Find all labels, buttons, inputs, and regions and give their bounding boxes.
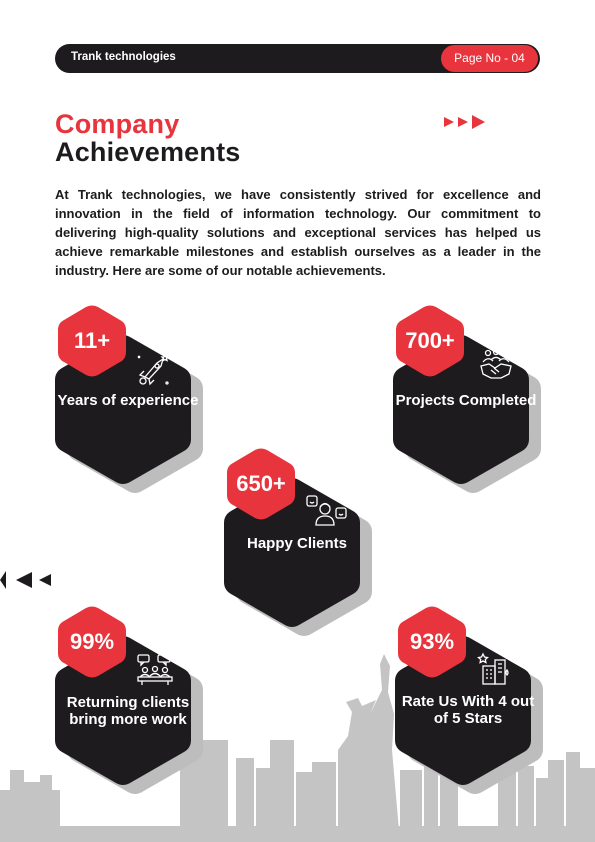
achievement-card-returning bbox=[55, 604, 215, 794]
achievement-label: Happy Clients bbox=[246, 535, 348, 552]
achievement-card-projects bbox=[393, 303, 553, 493]
company-name: Trank technologies bbox=[71, 51, 176, 63]
achievement-value: 11+ bbox=[73, 328, 111, 353]
header-bar bbox=[55, 44, 540, 73]
achievement-badge bbox=[56, 304, 128, 378]
rocket-launch-icon bbox=[135, 353, 171, 387]
achievement-label: Rate Us With 4 out of 5 Stars bbox=[401, 693, 535, 727]
page-title-line-1: Company bbox=[55, 109, 180, 139]
meeting-chat-icon bbox=[137, 654, 173, 686]
achievement-value: 93% bbox=[409, 629, 455, 654]
achievement-value: 650+ bbox=[236, 471, 286, 496]
achievement-label: Returning clients bring more work bbox=[66, 694, 190, 728]
achievement-value: 700+ bbox=[405, 328, 455, 353]
page-number-badge: Page No - 04 bbox=[441, 45, 538, 72]
achievement-badge bbox=[56, 605, 128, 679]
achievement-badge bbox=[396, 605, 468, 679]
page-title-line-2: Achievements bbox=[55, 137, 241, 167]
happy-client-icon bbox=[306, 494, 348, 526]
star-building-icon bbox=[477, 652, 511, 686]
achievement-value: 99% bbox=[69, 629, 115, 654]
handshake-team-icon bbox=[479, 348, 513, 382]
achievement-card-years bbox=[55, 303, 215, 493]
intro-paragraph: At Trank technologies, we have consistently strived for excellence and innovation in the field of information technology. Our commitment to delivering high-quality solutions and exceptional services has helped us achieve remarkable milestones and establish ourselves as a leader in the industry. Here are some of our notable achievements. bbox=[55, 187, 541, 278]
achievement-card-rating bbox=[395, 604, 555, 794]
triple-arrow-right-icon bbox=[443, 114, 487, 130]
achievement-badge bbox=[225, 447, 297, 521]
triple-arrow-left-icon bbox=[0, 569, 54, 591]
achievement-label: Projects Completed bbox=[395, 392, 537, 409]
achievement-label: Years of experience bbox=[57, 392, 199, 409]
achievement-card-clients bbox=[224, 446, 384, 636]
achievement-badge bbox=[394, 304, 466, 378]
